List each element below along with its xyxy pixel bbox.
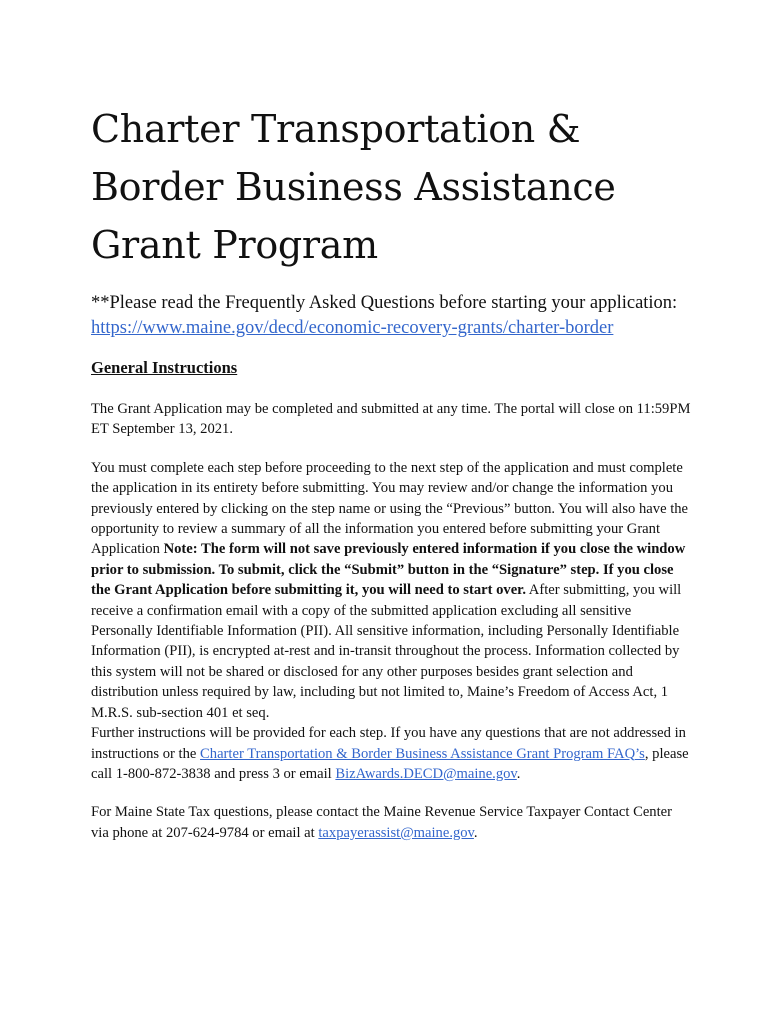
title-line-1: Charter Transportation &: [91, 107, 581, 151]
bizawards-email-link[interactable]: BizAwards.DECD@maine.gov: [335, 765, 517, 782]
instructions-text-e: .: [516, 765, 521, 782]
tax-questions-paragraph: [91, 802, 691, 843]
section-heading-general-instructions: General Instructions: [91, 358, 238, 377]
instructions-paragraph: [91, 458, 691, 785]
portal-deadline-paragraph: The Grant Application may be completed and submitted at any time. The portal will close on 11:59PM ET September 13, 2021.: [91, 401, 691, 438]
instructions-text-c: Further instructions will be provided for each step. If you have any questions that are not addressed in instructions or the: [91, 725, 686, 762]
faq-url-link[interactable]: https://www.maine.gov/decd/economic-recovery-grants/charter-border: [91, 318, 614, 338]
tax-text-a: For Maine State Tax questions, please contact the Maine Revenue Service Taxpayer Contact Center via phone at 207-624-9784 or email at: [91, 804, 672, 841]
program-faq-link[interactable]: Charter Transportation & Border Business Assistance Grant Program FAQ’s: [200, 745, 645, 762]
taxpayer-email-link[interactable]: taxpayerassist@maine.gov: [318, 824, 474, 841]
save-warning-note: Note: The form will not save previously entered information if you close the window prior to submission. To submit, click the “Submit” button in the “Signature” step. If you close the Grant Application before submitting it, you will need to start over.: [91, 541, 686, 599]
faq-note-text: **Please read the Frequently Asked Questions before starting your application:: [91, 293, 678, 313]
instructions-text-a: You must complete each step before proceeding to the next step of the application and must complete the application in its entirety before submitting. You may review and/or change the information you previously entered by clicking on the step name or using the “Previous” button. You will also have the opportunity to review a summary of all the information you entered before submitting your Grant Application: [91, 459, 689, 558]
tax-text-b: .: [473, 824, 478, 841]
document-page: [91, 100, 691, 843]
faq-note: [91, 291, 691, 341]
instructions-text-d: , please call 1-800-872-3838 and press 3 or email: [91, 745, 689, 782]
instructions-text-b: After submitting, you will receive a confirmation email with a copy of the submitted application excluding all sensitive Personally Identifiable Information (PII). All sensitive information, including Personally Identifiable Information (PII), is encrypted at-rest and in-transit throughout the process. Information collected by this system will not be shared or disclosed for any other purposes besides grant selection and distribution unless required by law, including but not limited to, Maine’s Freedom of Access Act, 1 M.R.S. sub-section 401 et seq.: [91, 582, 682, 721]
title-line-3: Grant Program: [91, 223, 378, 267]
title-line-2: Border Business Assistance: [91, 165, 616, 209]
page-title: [91, 100, 691, 274]
